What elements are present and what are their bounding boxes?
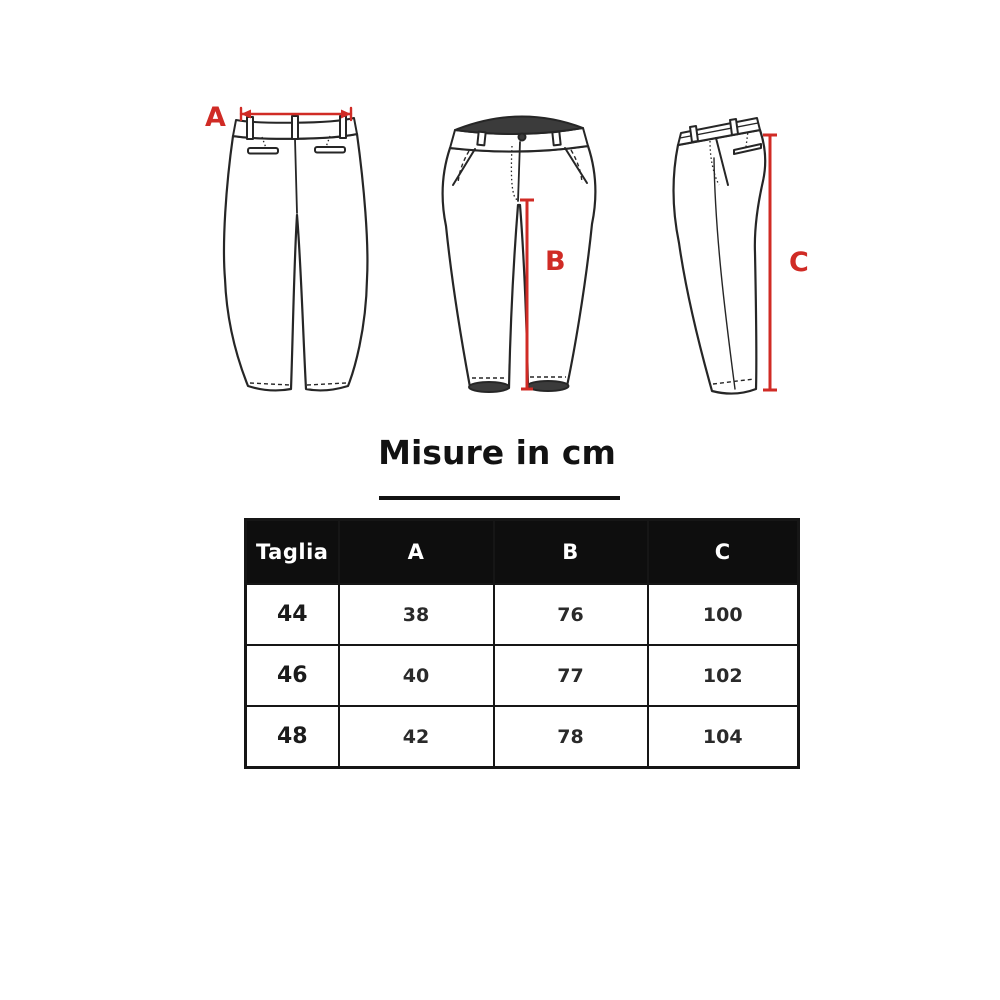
size-cell: 46 xyxy=(246,645,339,706)
pants-side-outline xyxy=(674,118,766,394)
value-cell: 104 xyxy=(648,706,799,768)
measure-label-a: A xyxy=(205,102,226,133)
hem-opening xyxy=(528,381,569,391)
value-cell: 102 xyxy=(648,645,799,706)
pants-front-outline xyxy=(443,116,596,392)
value-cell: 78 xyxy=(494,706,648,768)
size-table xyxy=(244,518,800,769)
column-header-b: B xyxy=(494,520,648,585)
measure-label-b: B xyxy=(545,246,566,277)
belt-loop xyxy=(340,116,346,138)
pants-side-view-drawing xyxy=(653,103,823,403)
measure-label-c: C xyxy=(789,247,809,278)
value-cell: 76 xyxy=(494,584,648,645)
belt-loop xyxy=(477,132,485,146)
pants-back-outline xyxy=(224,116,367,390)
back-pocket xyxy=(248,148,278,154)
belt-loop xyxy=(292,116,298,139)
column-header-taglia: Taglia xyxy=(246,520,339,585)
hem-opening xyxy=(469,382,509,392)
value-cell: 77 xyxy=(494,645,648,706)
pants-front-view-figure xyxy=(433,98,618,403)
size-cell: 48 xyxy=(246,706,339,768)
table-row xyxy=(246,584,799,645)
table-row xyxy=(246,706,799,768)
value-cell: 40 xyxy=(339,645,494,706)
belt-loop xyxy=(247,117,253,139)
belt-loop xyxy=(552,132,560,146)
belt-loop xyxy=(730,119,738,135)
belt-loop xyxy=(690,126,698,142)
pants-front-view-drawing xyxy=(433,98,618,403)
pants-back-view-drawing xyxy=(198,95,373,405)
pants-side-view-figure xyxy=(653,103,823,403)
back-pocket xyxy=(315,147,345,153)
title-underline xyxy=(379,496,620,500)
value-cell: 42 xyxy=(339,706,494,768)
waistband-inner xyxy=(455,116,583,134)
size-cell: 44 xyxy=(246,584,339,645)
button xyxy=(519,134,526,141)
table-header-row xyxy=(246,520,799,585)
value-cell: 38 xyxy=(339,584,494,645)
page-title: Misure in cm xyxy=(378,433,616,472)
value-cell: 100 xyxy=(648,584,799,645)
table-row xyxy=(246,645,799,706)
column-header-c: C xyxy=(648,520,799,585)
column-header-a: A xyxy=(339,520,494,585)
pants-back-view-figure xyxy=(198,95,373,405)
